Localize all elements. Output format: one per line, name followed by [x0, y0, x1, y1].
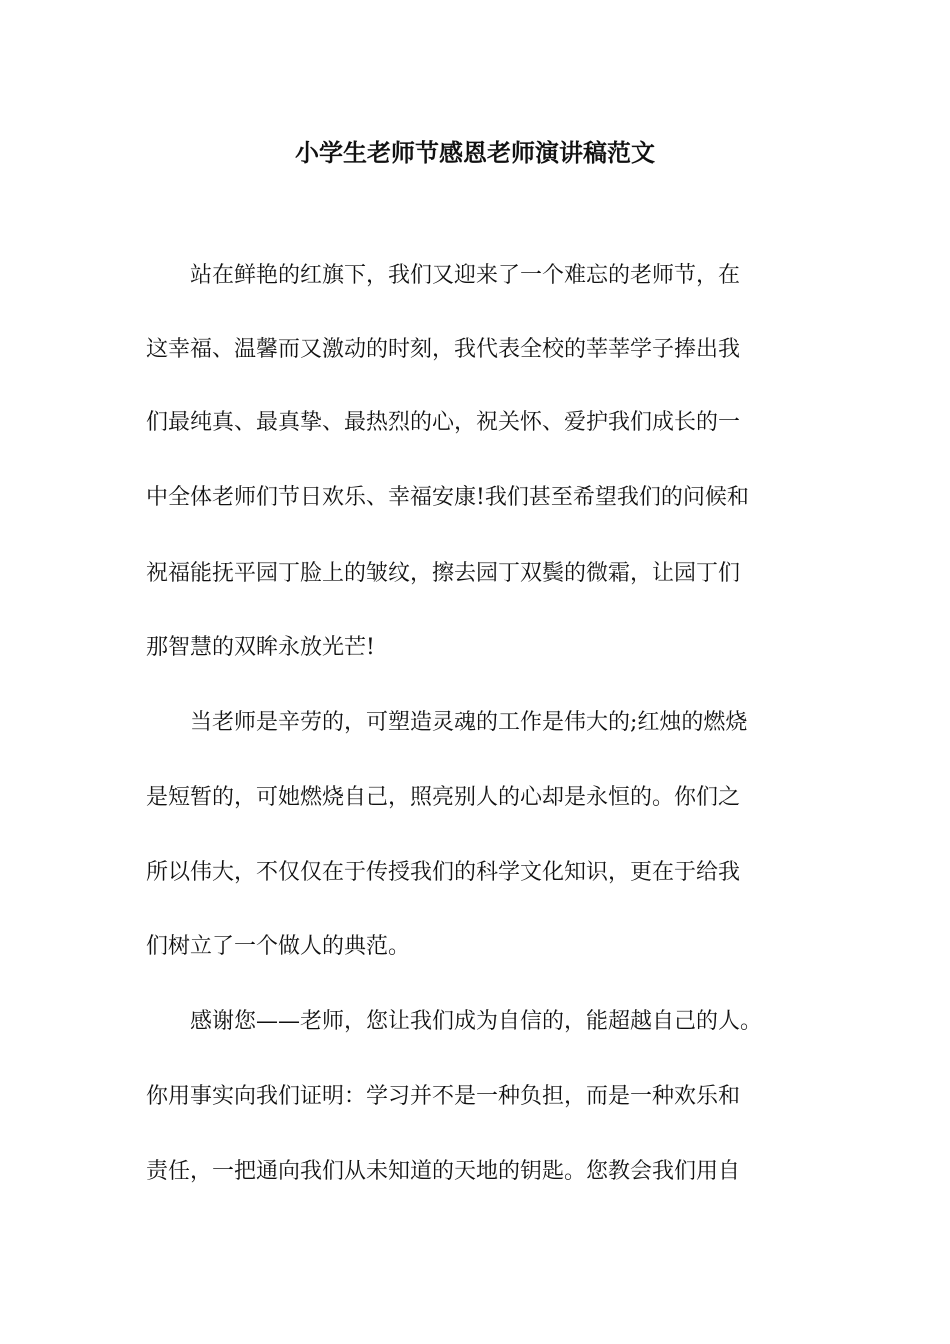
paragraph-line: 感谢您——老师，您让我们成为自信的，能超越自己的人。 — [146, 1009, 763, 1034]
paragraph-line: 祝福能抚平园丁脸上的皱纹，擦去园丁双鬓的微霜，让园丁们 — [146, 561, 741, 586]
paragraph-line: 这幸福、温馨而又激动的时刻，我代表全校的莘莘学子捧出我 — [146, 337, 741, 362]
paragraph-line: 站在鲜艳的红旗下，我们又迎来了一个难忘的老师节，在 — [146, 263, 741, 288]
paragraph-line: 当老师是辛劳的，可塑造灵魂的工作是伟大的;红烛的燃烧 — [146, 710, 748, 735]
paragraph-line: 是短暂的，可她燃烧自己，照亮别人的心却是永恒的。你们之 — [146, 785, 741, 810]
paragraph-line: 们最纯真、最真挚、最热烈的心，祝关怀、爱护我们成长的一 — [146, 410, 741, 435]
paragraph-line: 那智慧的双眸永放光芒! — [146, 635, 375, 660]
document-title: 小学生老师节感恩老师演讲稿范文 — [295, 138, 655, 167]
paragraph-line: 中全体老师们节日欢乐、幸福安康!我们甚至希望我们的问候和 — [146, 485, 749, 510]
paragraph-line: 你用事实向我们证明：学习并不是一种负担，而是一种欢乐和 — [146, 1084, 741, 1109]
paragraph-line: 所以伟大，不仅仅在于传授我们的科学文化知识，更在于给我 — [146, 860, 741, 885]
paragraph-line: 责任，一把通向我们从未知道的天地的钥匙。您教会我们用自 — [146, 1159, 741, 1184]
paragraph-line: 们树立了一个做人的典范。 — [146, 934, 411, 959]
